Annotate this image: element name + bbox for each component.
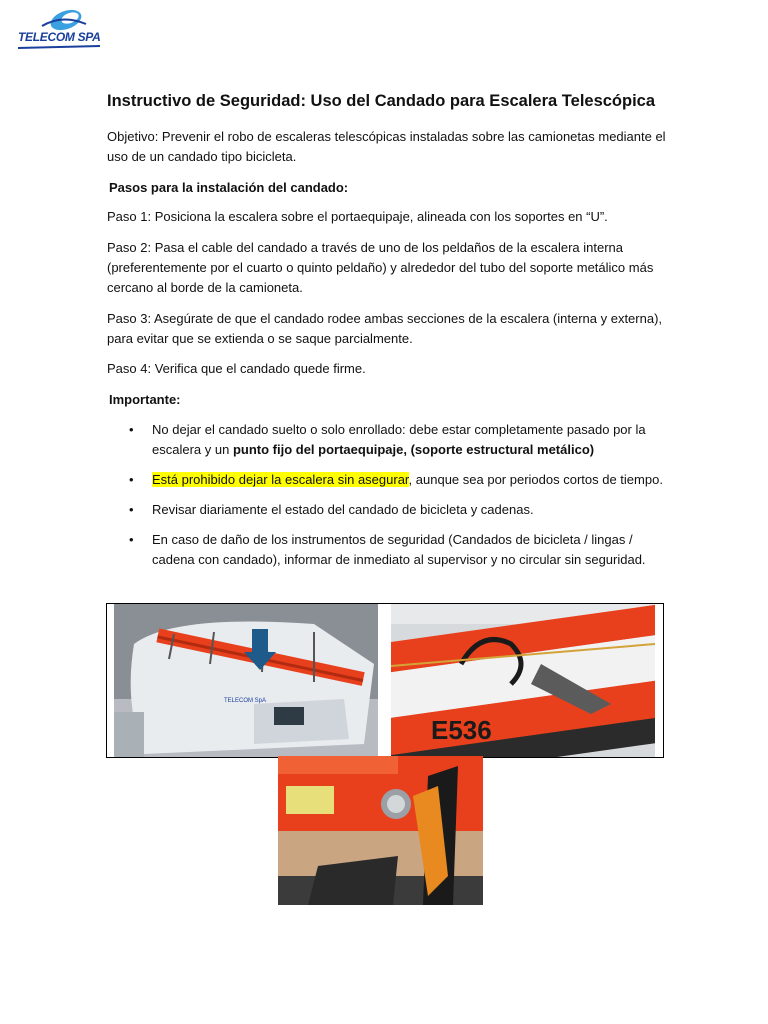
bullet-1-text: No dejar el candado suelto o solo enrollado: debe estar completamente pasado por la escalera y un	[152, 422, 646, 457]
step-2: Paso 2: Pasa el cable del candado a través de uno de los peldaños de la escalera interna (preferentemente por el cuarto o quinto peldaño) y alrededor del tubo del soporte metálico más cercano al borde de la camioneta.	[107, 240, 654, 295]
bullet-2-text: , aunque sea por periodos cortos de tiempo.	[408, 472, 663, 487]
bullet-icon: •	[129, 502, 134, 517]
page-title: Instructivo de Seguridad: Uso del Candado para Escalera Telescópica	[107, 92, 656, 110]
photo-van-ladder	[114, 604, 378, 757]
bullet-2-highlight: Está prohibido dejar la escalera sin asegurar	[152, 472, 409, 487]
logo-text: TELECOM SPA	[18, 30, 101, 44]
photo-ladder-lock	[391, 604, 655, 757]
steps-heading: Pasos para la instalación del candado:	[109, 180, 349, 195]
bullet-1-bold: punto fijo del portaequipaje, (soporte estructural metálico)	[232, 442, 595, 457]
bullet-icon: •	[129, 472, 134, 487]
photo-table	[106, 603, 664, 758]
objective-text: Objetivo: Prevenir el robo de escaleras telescópicas instaladas sobre las camionetas mediante el uso de un candado tipo bicicleta.	[107, 129, 666, 164]
step-1: Paso 1: Posiciona la escalera sobre el portaequipaje, alineada con los soportes en “U”.	[107, 209, 608, 224]
bullet-icon: •	[129, 532, 134, 547]
bullet-icon: •	[129, 422, 134, 437]
van-logo-text: TELECOM SpA	[224, 698, 267, 704]
photo-ladder-strap	[278, 756, 483, 905]
ladder-marking-text: E536	[431, 715, 492, 745]
step-3: Paso 3: Asegúrate de que el candado rodee ambas secciones de la escalera (interna y externa), para evitar que se extienda o se saque parcialmente.	[107, 311, 663, 346]
list-item	[107, 420, 667, 460]
step-4: Paso 4: Verifica que el candado quede firme.	[107, 361, 366, 376]
list-item	[107, 500, 667, 520]
important-heading: Importante:	[109, 392, 181, 407]
important-list	[107, 420, 667, 580]
list-item	[107, 470, 667, 490]
bullet-3-text: Revisar diariamente el estado del candado de bicicleta y cadenas.	[152, 502, 534, 517]
list-item	[107, 530, 667, 570]
bullet-4-text: En caso de daño de los instrumentos de seguridad (Candados de bicicleta / lingas / cadena con candado), informar de inmediato al supervisor y no circular sin seguridad.	[152, 532, 646, 567]
